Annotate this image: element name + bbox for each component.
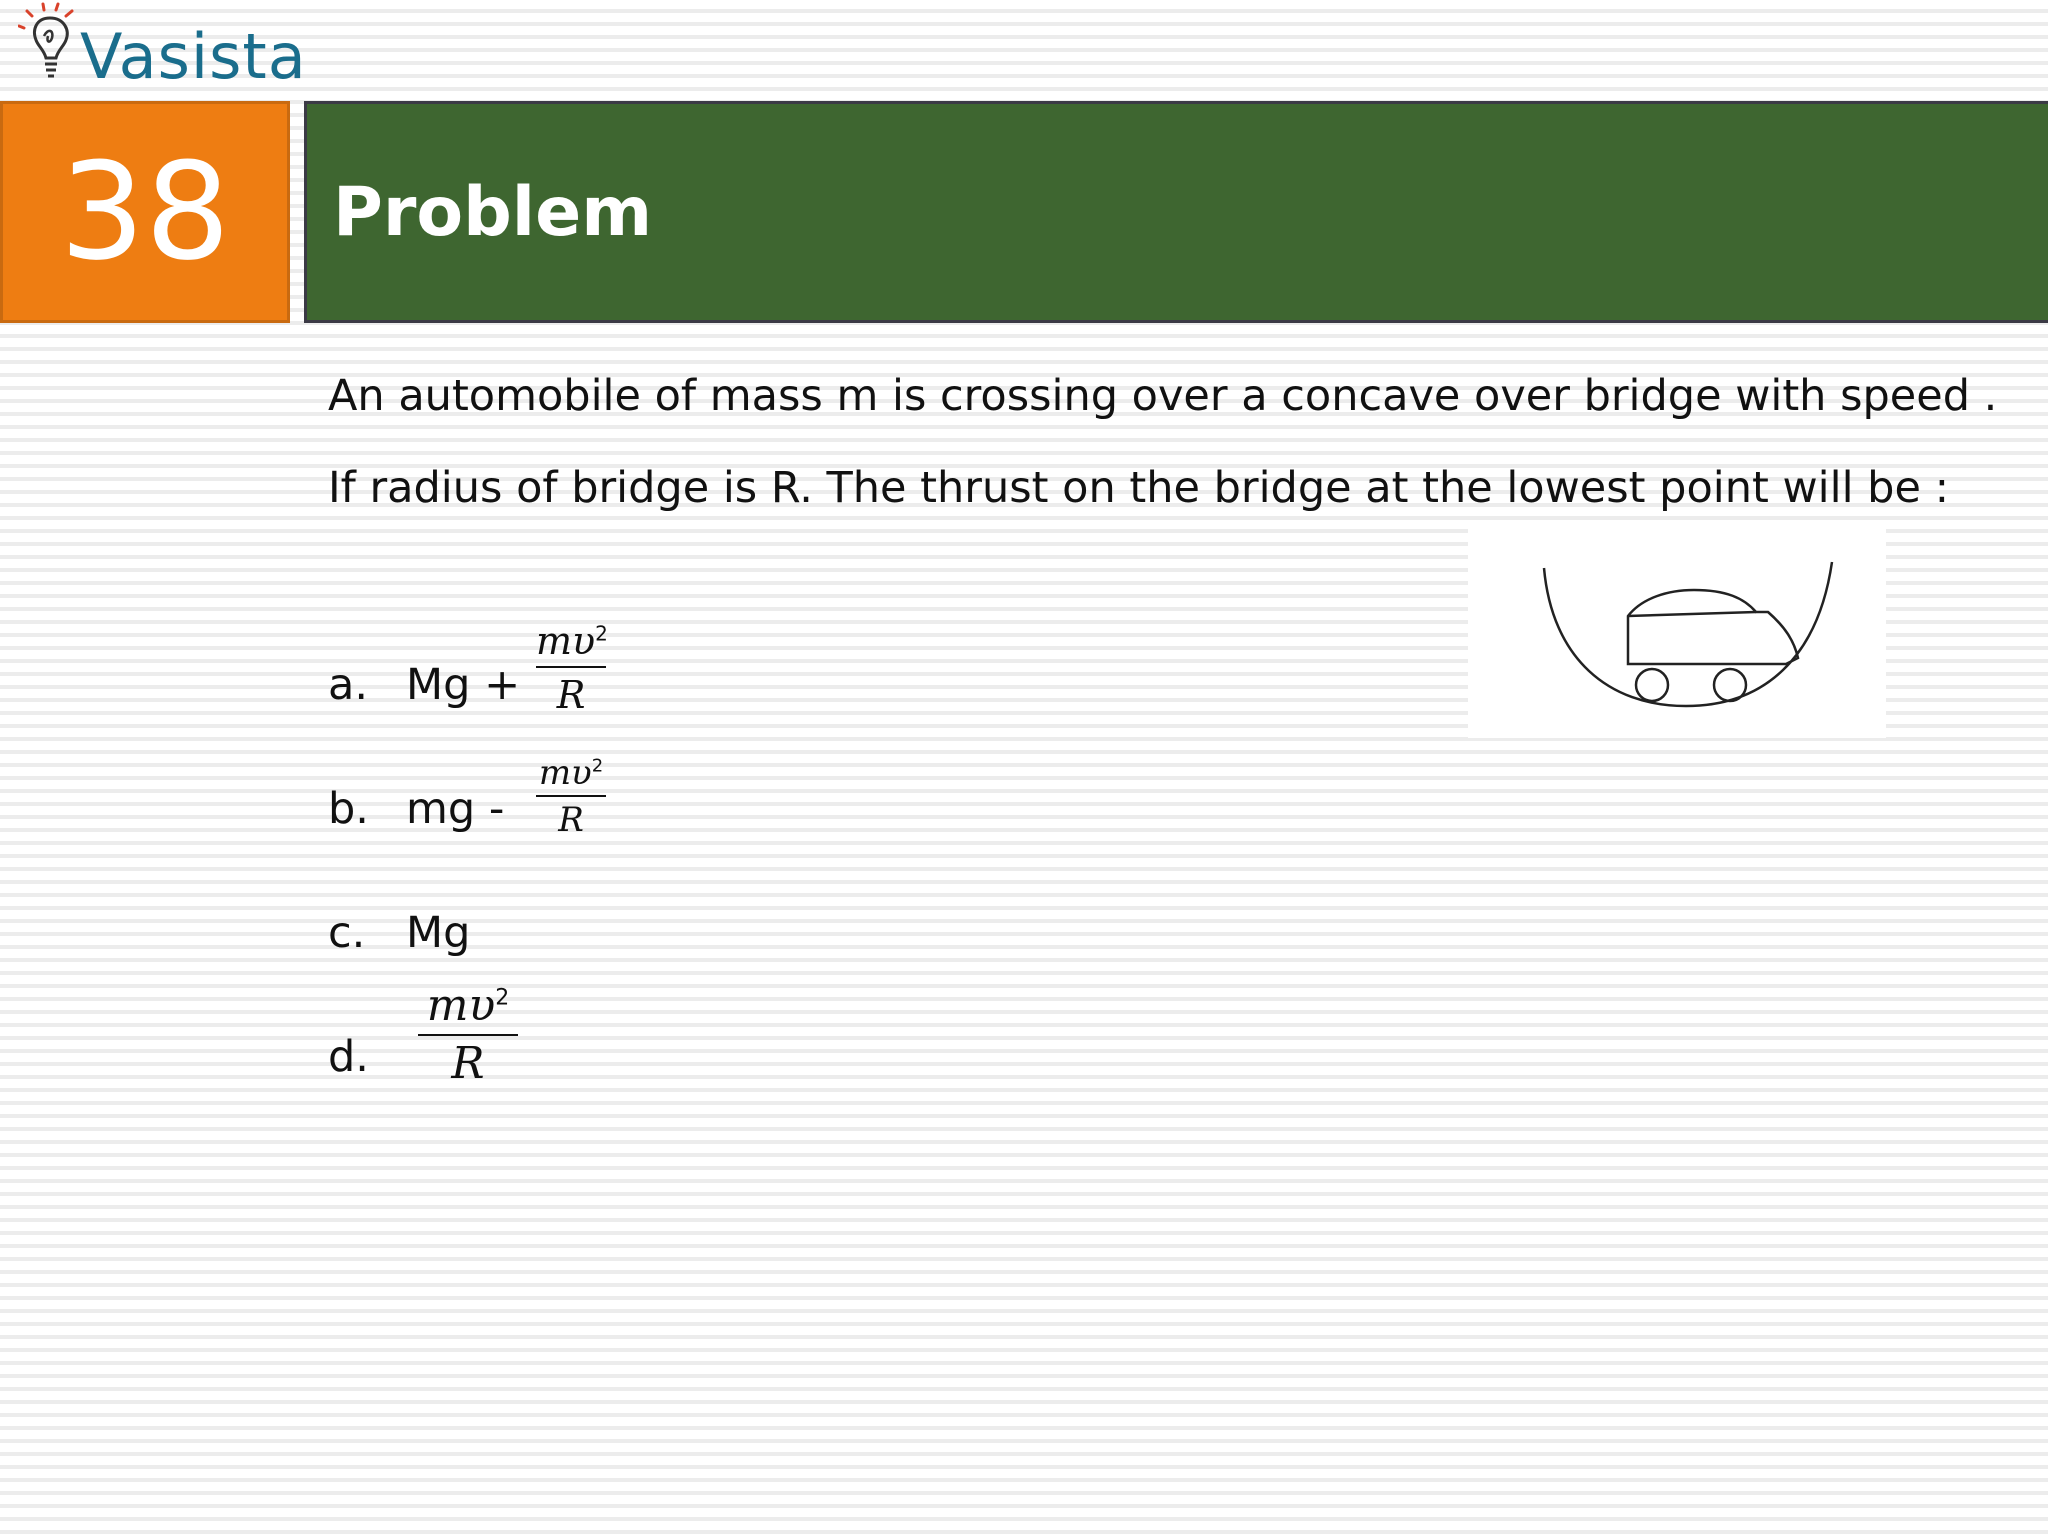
- fraction-denominator: R: [556, 673, 586, 717]
- fraction-exponent: 2: [595, 621, 608, 646]
- option-letter: d.: [328, 1032, 369, 1082]
- slide-number-box: [0, 101, 290, 323]
- logo-wordmark: Vasista: [80, 20, 307, 93]
- option-letter: c.: [328, 908, 366, 958]
- fraction-exponent: 2: [591, 755, 604, 777]
- option-expression: Mg: [406, 908, 471, 958]
- question-text: An automobile of mass m is crossing over a concave over bridge with speed . If radius of bridge is R. The thrust on the bridge at the lowest point will be :: [328, 371, 1998, 513]
- option-letter: a.: [328, 660, 369, 710]
- fraction-numerator: mυ: [426, 980, 496, 1031]
- fraction-denominator: R: [558, 800, 584, 840]
- slide-title: Problem: [333, 172, 653, 252]
- slide-number: 38: [59, 134, 231, 290]
- title-bar: [304, 101, 2048, 323]
- fraction-denominator: R: [451, 1038, 485, 1089]
- option-a-fraction: [536, 619, 608, 717]
- fraction-numerator: mυ: [538, 753, 592, 793]
- option-d-fraction: [418, 980, 518, 1089]
- car-in-concave-bridge-icon: [1468, 528, 1886, 738]
- option-letter: b.: [328, 784, 369, 834]
- option-expression: mg -: [406, 784, 505, 834]
- option-b-fraction: [536, 753, 606, 840]
- fraction-exponent: 2: [495, 985, 510, 1011]
- lightbulb-logo-icon: [18, 2, 88, 98]
- fraction-numerator: mυ: [536, 619, 596, 663]
- option-expression: Mg +: [406, 660, 521, 710]
- car-in-concave-bridge-figure: [1468, 528, 1886, 738]
- vasista-logo: [18, 2, 307, 98]
